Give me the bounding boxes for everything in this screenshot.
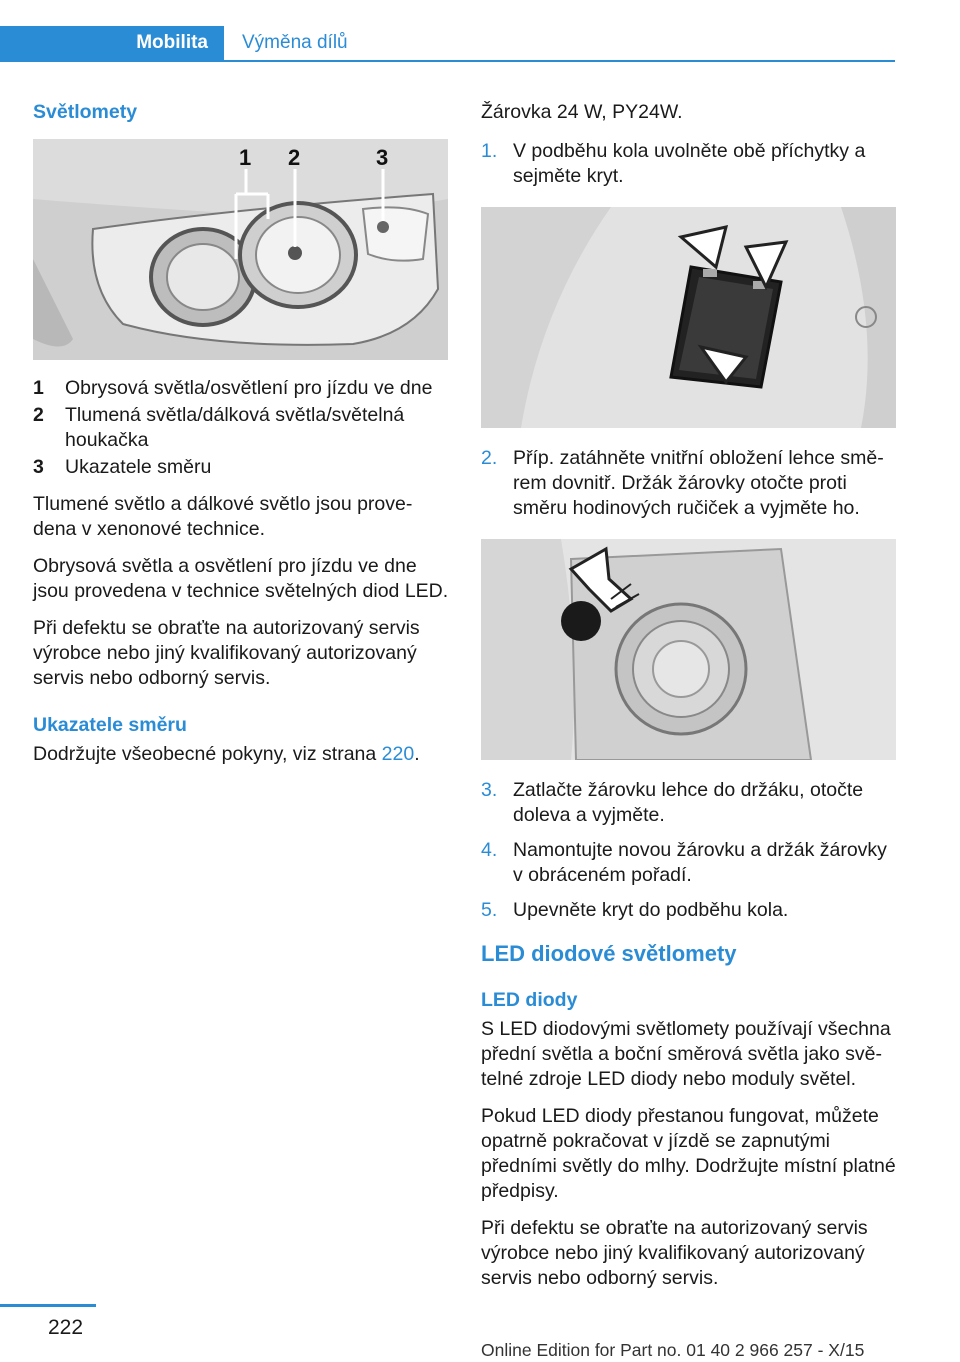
page-number: 222 bbox=[48, 1316, 84, 1339]
step-number: 1. bbox=[481, 140, 498, 162]
step-number: 4. bbox=[481, 839, 498, 861]
wheel-arch-illustration bbox=[481, 207, 896, 428]
edition-text: Online Edition for Part no. 01 40 2 966 257 - X/15 bbox=[481, 1340, 865, 1360]
subhead-led: LED diody bbox=[481, 989, 578, 1011]
callout-2: 2 bbox=[288, 145, 301, 170]
paragraph-led-service: Při defektu se obraťte na autorizovaný servis výrobce nebo jiný kvalifikovaný autorizovaný servis nebo odborný servis. bbox=[481, 1217, 868, 1289]
legend-text: Ukazatele směru bbox=[65, 456, 212, 478]
headlight-illustration bbox=[33, 139, 448, 360]
indicators-end: . bbox=[414, 743, 420, 765]
legend-item bbox=[33, 403, 453, 453]
step-number: 2. bbox=[481, 447, 498, 469]
step-text: Příp. zatáhněte vnitřní obložení lehce smě‐rem dovnitř. Držák žárovky otočte proti směru hodinových ručiček a vyjměte ho. bbox=[513, 447, 884, 519]
step-number: 3. bbox=[481, 779, 498, 801]
legend-item bbox=[33, 376, 453, 401]
legend-text: Obrysová světla/osvětlení pro jízdu ve dne bbox=[65, 377, 433, 399]
bulb-holder-illustration bbox=[481, 539, 896, 760]
step-text: Upevněte kryt do podběhu kola. bbox=[513, 899, 789, 921]
step-item bbox=[481, 778, 899, 828]
indicators-text: Dodržujte všeobecné pokyny, viz strana bbox=[33, 743, 382, 765]
header-tab-mobility[interactable]: Mobilita bbox=[0, 26, 224, 60]
step-item bbox=[481, 446, 899, 521]
header-rule bbox=[0, 60, 895, 62]
paragraph-led-sources: S LED diodovými světlomety používají všechna přední světla a boční směrová světla jako svě‐telné zdroje LED diody nebo moduly světel. bbox=[481, 1018, 891, 1090]
bulb-spec: Žárovka 24 W, PY24W. bbox=[481, 101, 683, 123]
callout-3: 3 bbox=[376, 145, 389, 170]
right-column bbox=[481, 100, 899, 1291]
wheel-arch-cover-figure bbox=[481, 207, 896, 428]
subhead-indicators: Ukazatele směru bbox=[33, 714, 187, 736]
section-title-headlights: Světlomety bbox=[33, 101, 138, 123]
step-text: Namontujte novou žárovku a držák žárovky v obráceném pořadí. bbox=[513, 839, 887, 886]
callout-1: 1 bbox=[239, 145, 252, 170]
paragraph-led-failure: Pokud LED diody přestanou fungovat, můžete opatrně pokračovat v jízdě se zapnutými předními světly do mlhy. Dodržujte místní platné předpisy. bbox=[481, 1105, 896, 1202]
step-text: V podběhu kola uvolněte obě příchytky a sejměte kryt. bbox=[513, 140, 866, 187]
section-title-led-headlights: LED diodové světlomety bbox=[481, 941, 737, 966]
step-number: 5. bbox=[481, 899, 498, 921]
legend-number: 2 bbox=[33, 404, 44, 426]
legend-item bbox=[33, 455, 453, 480]
legend-text: Tlumená světla/dálková světla/světelná houkačka bbox=[65, 404, 405, 451]
bulb-holder-figure bbox=[481, 539, 896, 760]
step-text: Zatlačte žárovku lehce do držáku, otočte doleva a vyjměte. bbox=[513, 779, 864, 826]
page-link-220[interactable]: 220 bbox=[381, 743, 415, 765]
step-item bbox=[481, 139, 899, 189]
headlight-legend bbox=[33, 376, 453, 480]
header-tab-parts-replacement[interactable]: Výměna dílů bbox=[242, 32, 348, 53]
step-item bbox=[481, 898, 899, 923]
page-header bbox=[0, 26, 895, 62]
legend-number: 3 bbox=[33, 456, 44, 478]
step-item bbox=[481, 838, 899, 888]
footer-rule bbox=[0, 1304, 96, 1307]
legend-number: 1 bbox=[33, 377, 44, 399]
paragraph-xenon: Tlumené světlo a dálkové světlo jsou prove‐dena v xenonové technice. bbox=[33, 493, 413, 540]
headlight-figure bbox=[33, 139, 448, 360]
paragraph-service: Při defektu se obraťte na autorizovaný servis výrobce nebo jiný kvalifikovaný autorizovaný servis nebo odborný servis. bbox=[33, 617, 420, 689]
paragraph-led-daytime: Obrysová světla a osvětlení pro jízdu ve dne jsou provedena v technice světelných diod LED. bbox=[33, 555, 449, 602]
paragraph-indicators bbox=[33, 742, 453, 767]
left-column bbox=[33, 100, 453, 767]
